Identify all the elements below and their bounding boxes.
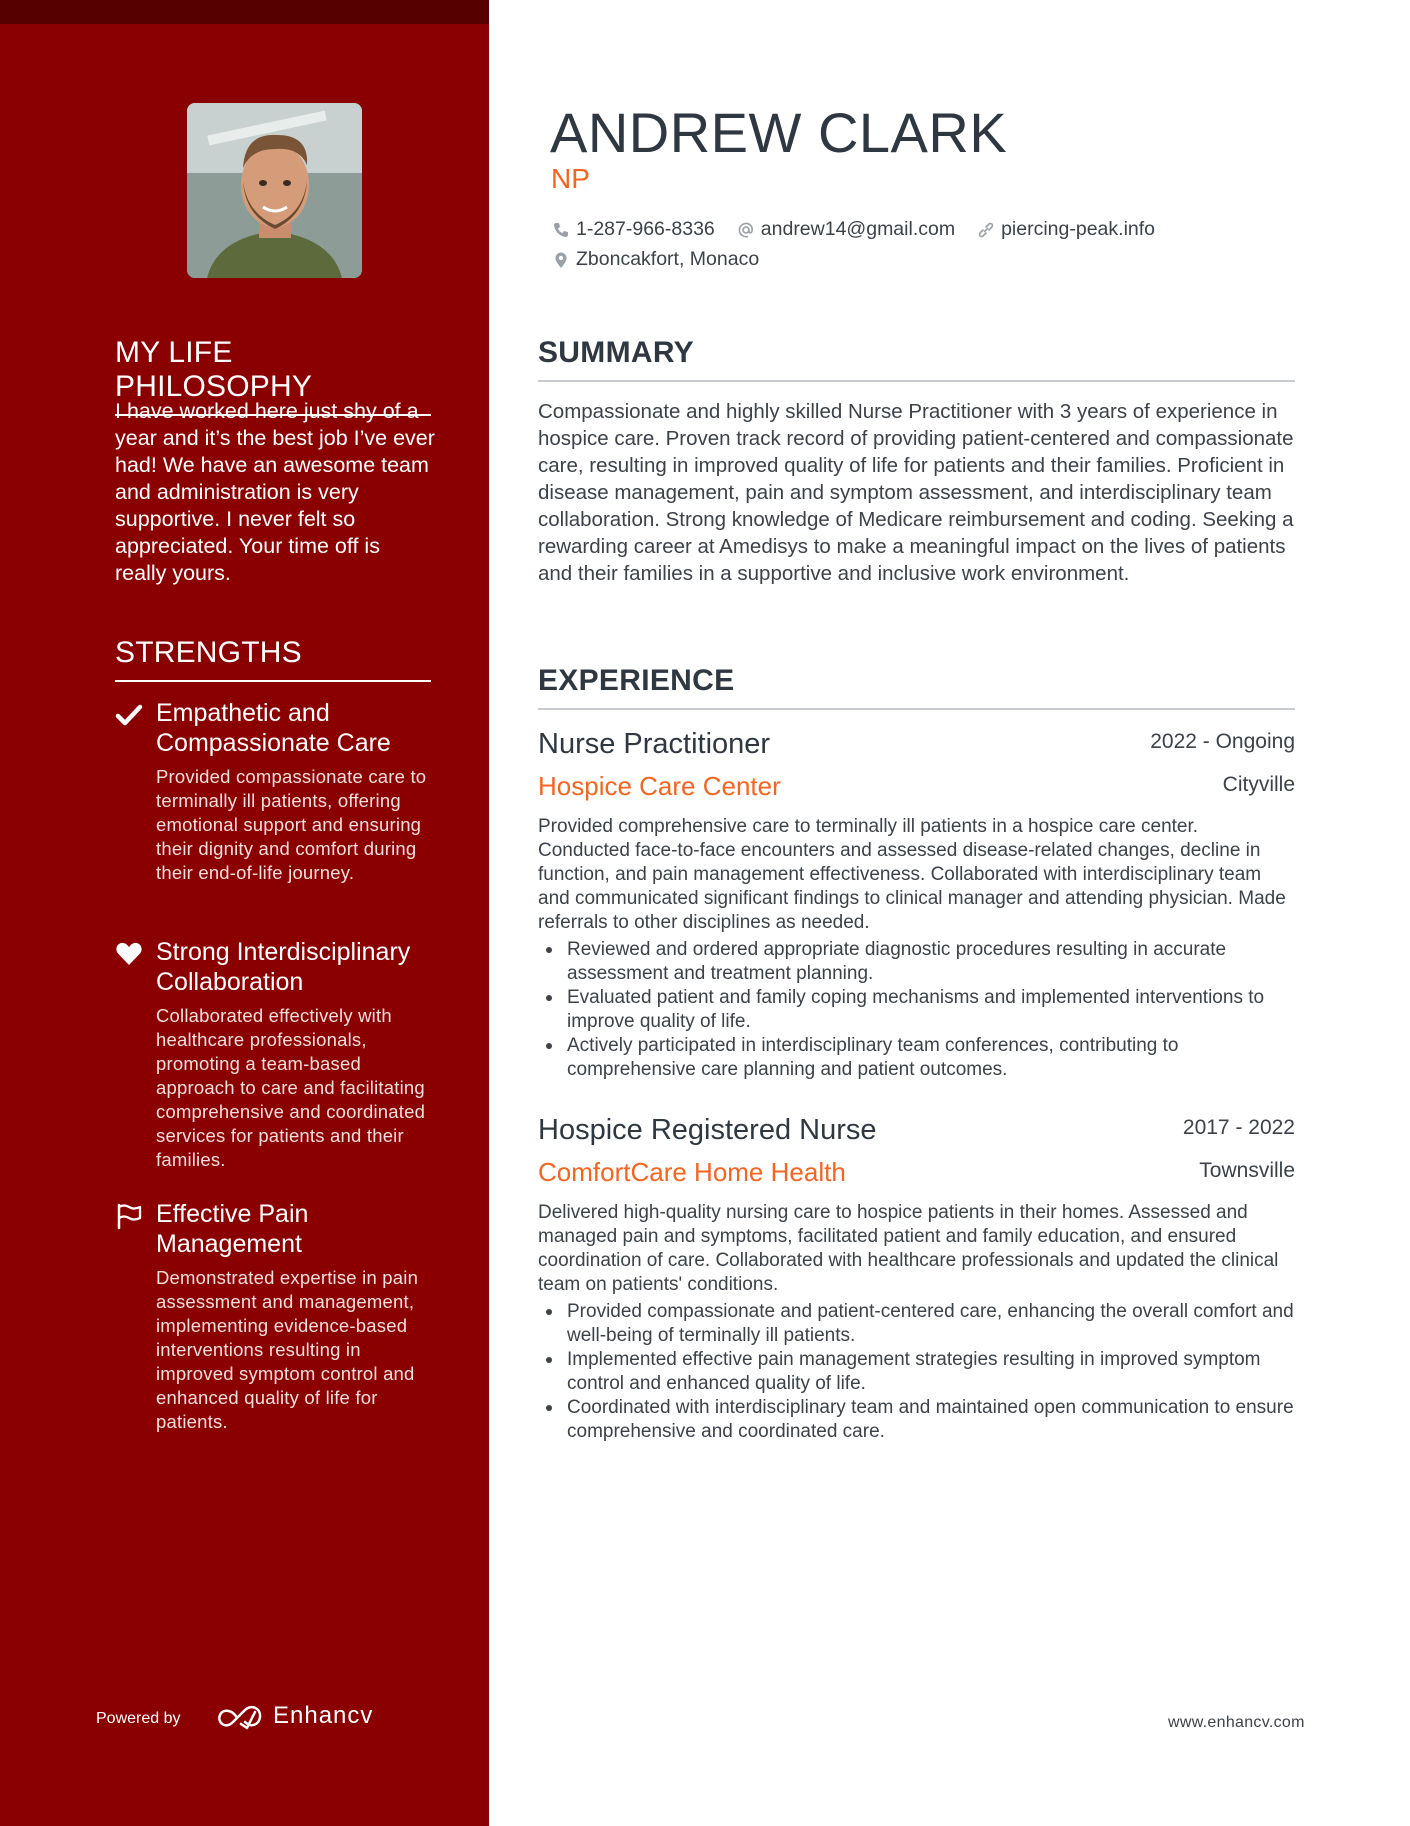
strength-item (115, 937, 435, 1172)
strength-description: Provided compassionate care to terminally ill patients, offering emotional support and ensuring their dignity and comfort during their end-of-life journey. (156, 766, 427, 883)
job-description: Delivered high-quality nursing care to hospice patients in their homes. Assessed and managed pain and symptoms, facilitated patient and family education, and ensured coordination of care. Collaborated with healthcare professionals and updated the clinical team on patients' conditions. (538, 1202, 1279, 1295)
job-bullet: Actively participated in interdisciplinary team conferences, contributing to comprehensive care planning and patient outcomes. (538, 1034, 1295, 1082)
job-description: Provided comprehensive care to terminally ill patients in a hospice care center. Conducted face-to-face encounters and assessed disease-related changes, decline in function, and pain management effectiveness. Collaborated with interdisciplinary team and communicated significant findings to clinical manager and attending physician. Made referrals to other disciplines as needed. (538, 816, 1286, 933)
contact-row (552, 218, 1177, 241)
at-icon (737, 221, 755, 239)
job-bullets (538, 1300, 1295, 1444)
contact-row-2 (552, 248, 781, 271)
summary-title: SUMMARY (538, 336, 1295, 382)
job-title: Nurse Practitioner (538, 728, 771, 760)
job-bullet: Implemented effective pain management strategies resulting in improved symptom control and enhanced quality of life. (538, 1348, 1295, 1396)
job-bullets (538, 938, 1295, 1082)
job-title: Hospice Registered Nurse (538, 1114, 877, 1146)
link-icon (977, 221, 995, 239)
profile-photo (187, 103, 362, 278)
philosophy-title: MY LIFE PHILOSOPHY (115, 336, 431, 416)
strength-item (115, 1199, 435, 1434)
job-dates: 2022 - Ongoing (1150, 730, 1295, 753)
job-bullet: Provided compassionate and patient-centered care, enhancing the overall comfort and well-being of terminally ill patients. (538, 1300, 1295, 1348)
enhancv-brand-name: Enhancv (273, 1702, 374, 1729)
contact-email[interactable] (737, 218, 955, 241)
experience-entry (538, 1114, 1295, 1444)
phone-text: 1-287-966-8336 (576, 218, 715, 240)
flag-icon (115, 1202, 143, 1230)
strength-description: Collaborated effectively with healthcare professionals, promoting a team-based approach to care and facilitating comprehensive and coordinated services for patients and their families. (156, 1005, 426, 1170)
contact-location (552, 248, 759, 271)
enhancv-logo-icon (215, 1700, 265, 1736)
contact-phone[interactable] (552, 218, 715, 241)
website-text: piercing-peak.info (1001, 218, 1156, 240)
location-pin-icon (552, 251, 570, 269)
footer-website-link[interactable]: www.enhancv.com (1168, 1714, 1305, 1731)
candidate-role: NP (551, 163, 590, 194)
strength-item (115, 698, 435, 885)
job-location: Cityville (1222, 773, 1295, 796)
strengths-title: STRENGTHS (115, 636, 431, 682)
checkmark-icon (115, 701, 143, 729)
job-company: Hospice Care Center (538, 771, 781, 801)
job-bullet: Reviewed and ordered appropriate diagnostic procedures resulting in accurate assessment and treatment planning. (538, 938, 1295, 986)
powered-by-label: Powered by (96, 1710, 181, 1727)
sidebar-top-bar (0, 0, 489, 24)
experience-entry (538, 728, 1295, 1082)
candidate-name: ANDREW CLARK (550, 101, 1008, 164)
strength-title: Effective Pain Management (156, 1200, 309, 1258)
job-company: ComfortCare Home Health (538, 1157, 846, 1187)
philosophy-text: I have worked here just shy of a year and it’s the best job I’ve ever had! We have an awesome team and administration is very supportive. I never felt so appreciated. Your time off is really yours. (115, 399, 435, 585)
phone-icon (552, 221, 570, 239)
strength-description: Demonstrated expertise in pain assessment and management, implementing evidence-based interventions resulting in improved symptom control and enhanced quality of life for patients. (156, 1267, 419, 1432)
job-bullet: Evaluated patient and family coping mechanisms and implemented interventions to improve quality of life. (538, 986, 1295, 1034)
job-bullet: Coordinated with interdisciplinary team and maintained open communication to ensure comprehensive and coordinated care. (538, 1396, 1295, 1444)
email-text: andrew14@gmail.com (760, 218, 956, 240)
experience-title: EXPERIENCE (538, 664, 1295, 710)
strength-title: Strong Interdisciplinary Collaboration (156, 938, 411, 996)
sidebar (0, 0, 489, 1826)
job-dates: 2017 - 2022 (1182, 1116, 1295, 1139)
job-location: Townsville (1199, 1159, 1295, 1182)
location-text: Zboncakfort, Monaco (576, 248, 760, 270)
summary-text: Compassionate and highly skilled Nurse Practitioner with 3 years of experience in hospice care. Proven track record of providing patient-centered and compassionate care, resulting in improved quality of life for patients and their families. Proficient in disease management, pain and symptom assessment, and interdisciplinary team collaboration. Strong knowledge of Medicare reimbursement and coding. Seeking a rewarding career at Amedisys to make a meaningful impact on the lives of patients and their families in a supportive and inclusive work environment. (538, 400, 1294, 585)
enhancv-logo[interactable] (215, 1700, 375, 1736)
strength-title: Empathetic and Compassionate Care (156, 699, 391, 757)
contact-website[interactable] (977, 218, 1155, 241)
heart-icon (115, 940, 143, 968)
